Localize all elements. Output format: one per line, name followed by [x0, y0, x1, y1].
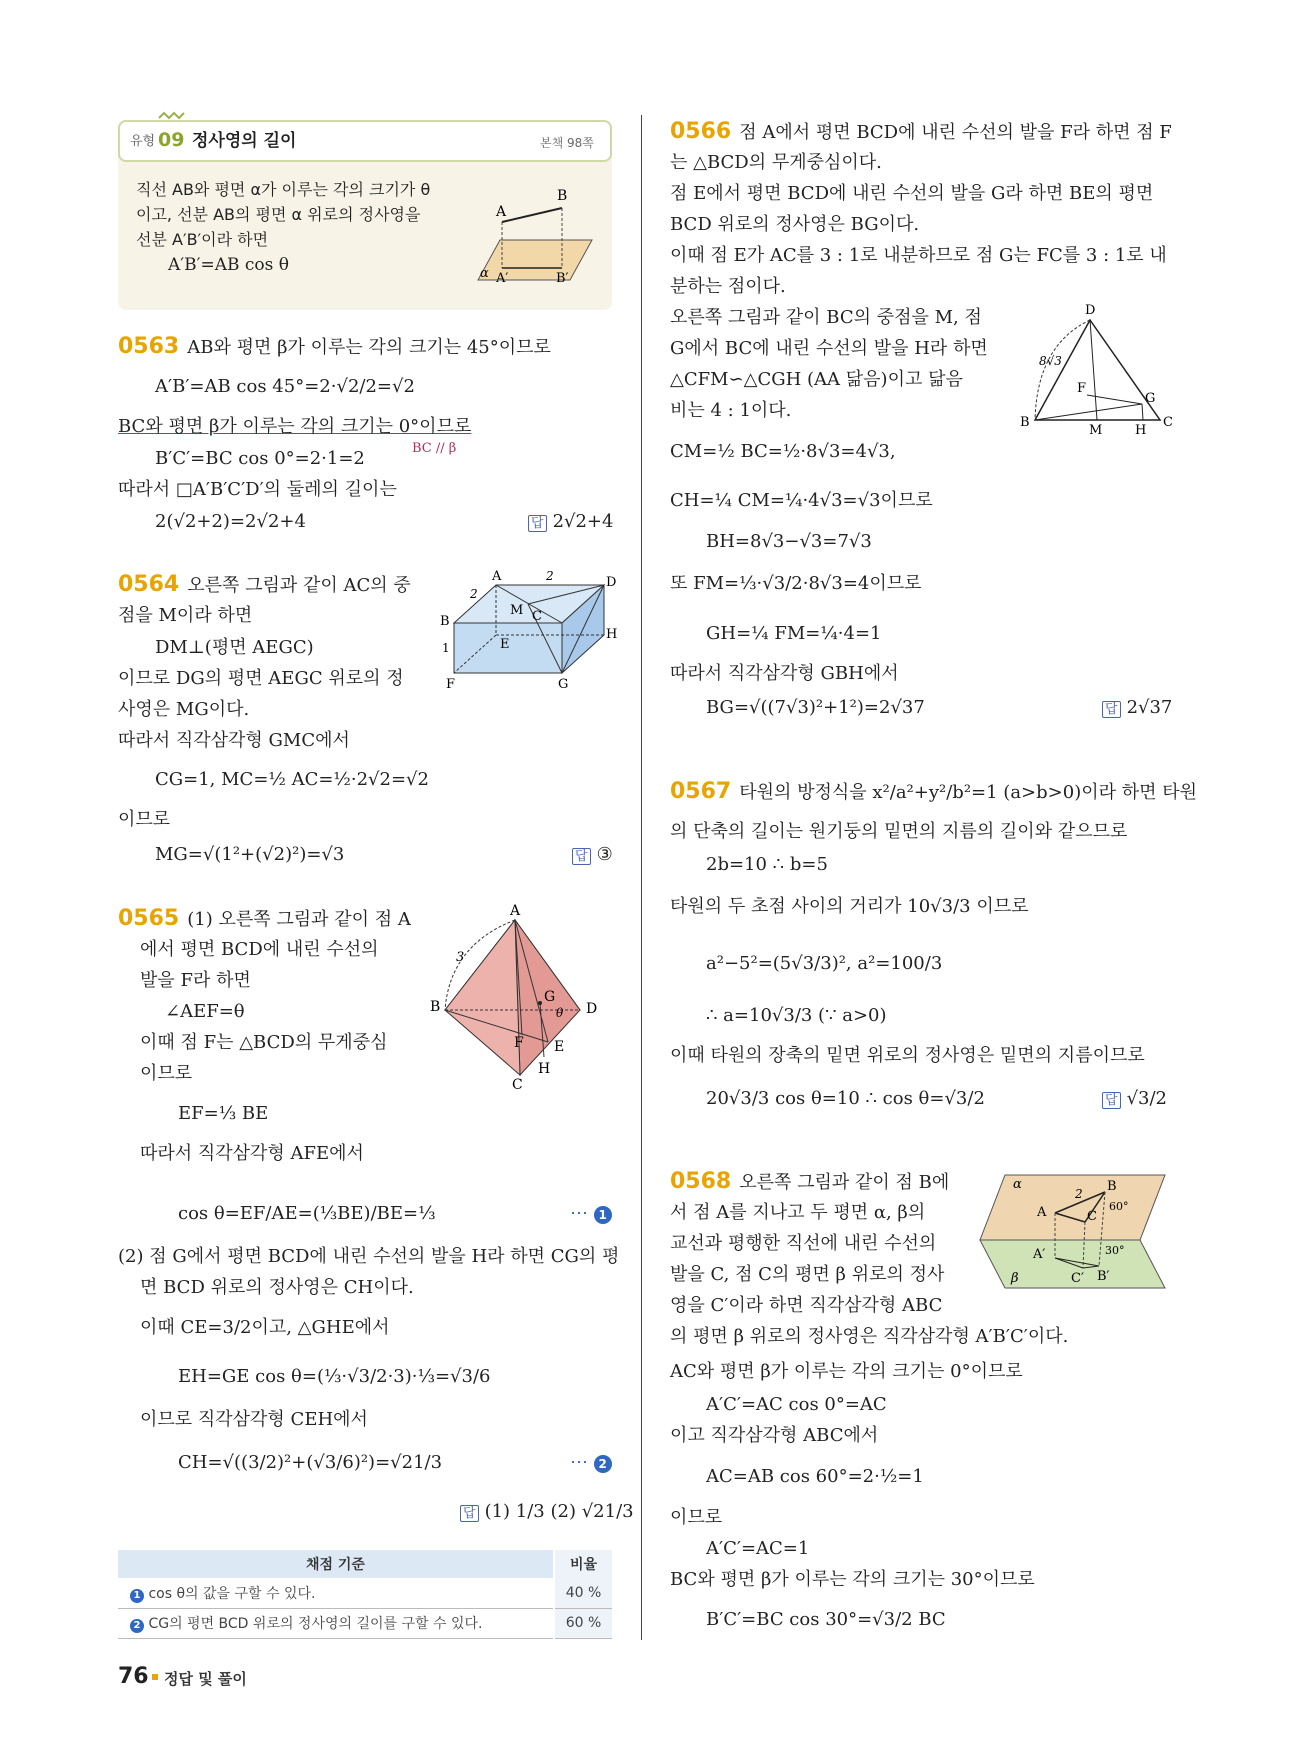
problem-0566-line8: G에서 BC에 내린 수선의 발을 H라 하면 [670, 338, 988, 359]
svg-text:C: C [1163, 415, 1173, 430]
problem-0566-line2: 는 △BCD의 무게중심이다. [670, 152, 882, 173]
problem-0568-line12: A′C′=AC=1 [706, 1538, 810, 1559]
problem-0567-line8: 20√3/3 cos θ=10 ∴ cos θ=√3/2 [706, 1088, 985, 1109]
problem-0565-line11: 면 BCD 위로의 정사영은 CH이다. [140, 1277, 414, 1298]
svg-text:F: F [1077, 381, 1087, 396]
answer-0563: 답 2√2+4 [528, 510, 613, 536]
problem-0568-line6: 의 평면 β 위로의 정사영은 직각삼각형 A′B′C′이다. [670, 1326, 1069, 1347]
problem-0566-line1: 0566 점 A에서 평면 BCD에 내린 수선의 발을 F라 하면 점 F [670, 119, 1172, 144]
mark-1: ⋯ 1 [570, 1202, 612, 1226]
problem-0568-line13: BC와 평면 β가 이루는 각의 크기는 30°이므로 [670, 1569, 1035, 1590]
svg-text:60°: 60° [1109, 1200, 1129, 1213]
type-ref: 본책 98쪽 [540, 136, 594, 150]
type-number: 09 [158, 129, 185, 151]
problem-0567-line1: 0567 타원의 방정식을 x²/a²+y²/b²=1 (a>b>0)이라 하면 타원 [670, 779, 1197, 804]
svg-text:H: H [538, 1061, 551, 1077]
svg-text:C′: C′ [1071, 1271, 1084, 1286]
svg-text:2: 2 [546, 569, 554, 583]
problem-0566-line3: 점 E에서 평면 BCD에 내린 수선의 발을 G라 하면 BE의 평면 [670, 183, 1154, 204]
problem-0566-line9: △CFM∽△CGH (AA 닮음)이고 닮음 [670, 369, 963, 390]
problem-0566-line15: GH=¼ FM=¼·4=1 [706, 623, 882, 644]
table-row: 2 CG의 평면 BCD 위로의 정사영의 길이를 구할 수 있다. 60 % [118, 1608, 612, 1638]
problem-0565-line10: (2) 점 G에서 평면 BCD에 내린 수선의 발을 H라 하면 CG의 평 [118, 1246, 620, 1267]
problem-0564-line4: 이므로 DG의 평면 AEGC 위로의 정 [118, 668, 404, 689]
svg-text:F: F [514, 1035, 524, 1051]
svg-text:D: D [586, 1001, 598, 1017]
svg-text:A: A [492, 569, 502, 584]
problem-0565-line9: cos θ=EF/AE=(⅓BE)/BE=⅓ [178, 1203, 436, 1224]
problem-0568-line2: 서 점 A를 지나고 두 평면 α, β의 [670, 1202, 926, 1223]
problem-0564-line6: 따라서 직각삼각형 GMC에서 [118, 730, 350, 751]
problem-0568-line8: A′C′=AC cos 0°=AC [706, 1394, 887, 1415]
problem-0567-line2: 의 단축의 길이는 원기둥의 밑면의 지름의 길이와 같으므로 [670, 821, 1128, 842]
problem-0566-line6: 분하는 점이다. [670, 276, 786, 297]
score-header-criteria: 채점 기준 [118, 1550, 554, 1578]
svg-text:B: B [430, 999, 441, 1015]
problem-0565-line1: 0565 (1) 오른쪽 그림과 같이 점 A [118, 906, 411, 931]
problem-0565-line6: 이므로 [140, 1063, 193, 1084]
svg-text:A′: A′ [1033, 1247, 1046, 1262]
problem-0568-line3: 교선과 평행한 직선에 내린 수선의 [670, 1233, 937, 1254]
svg-text:G: G [1145, 391, 1156, 406]
problem-0566-line12: CH=¼ CM=¼·4√3=√3이므로 [670, 490, 933, 511]
svg-text:C: C [1087, 1209, 1097, 1224]
svg-text:E: E [554, 1039, 565, 1055]
score-header-ratio: 비율 [554, 1550, 612, 1578]
problem-0563-line5: 따라서 □A′B′C′D′의 둘레의 길이는 [118, 479, 397, 500]
problem-0564-line5: 사영은 MG이다. [118, 699, 250, 720]
svg-text:α: α [1013, 1177, 1022, 1192]
column-divider [641, 115, 642, 1640]
problem-0564-line2: 점을 M이라 하면 [118, 605, 253, 626]
svg-text:F: F [446, 677, 456, 692]
problem-0566-line17: BG=√((7√3)²+1²)=2√37 [706, 697, 925, 718]
svg-text:2: 2 [1075, 1187, 1083, 1201]
problem-0567-line7: 이때 타원의 장축의 밑면 위로의 정사영은 밑면의 지름이므로 [670, 1045, 1145, 1066]
problem-0564-line3: DM⊥(평면 AEGC) [155, 637, 314, 658]
problem-0566-line13: BH=8√3−√3=7√3 [706, 531, 872, 552]
svg-text:E: E [500, 637, 510, 652]
type-title: 정사영의 길이 [192, 131, 297, 151]
answer-0565: 답 (1) 1/3 (2) √21/3 [460, 1500, 634, 1526]
problem-0568-line10: AC=AB cos 60°=2·½=1 [706, 1466, 924, 1487]
page-number: 76 [118, 1664, 149, 1689]
projection-figure [470, 180, 600, 290]
svg-text:H: H [1135, 423, 1147, 438]
problem-0566-line14: 또 FM=⅓·√3/2·8√3=4이므로 [670, 573, 922, 594]
problem-0564-line7: CG=1, MC=½ AC=½·2√2=√2 [155, 769, 429, 790]
type-formula: A′B′=AB cos θ [168, 255, 290, 275]
score-table [118, 1550, 612, 1639]
type-text-3: 선분 A′B′이라 하면 [136, 230, 269, 249]
problem-0563-line4: B′C′=BC cos 0°=2·1=2 [155, 448, 365, 469]
fig-label: α [480, 266, 489, 281]
type-label: 유형 [130, 134, 156, 149]
svg-text:B′: B′ [1097, 1269, 1110, 1284]
svg-text:H: H [606, 627, 618, 642]
problem-0566-line5: 이때 점 E가 AC를 3 : 1로 내분하므로 점 G는 FC를 3 : 1로 내 [670, 245, 1167, 266]
fig-label: B [557, 188, 568, 204]
svg-text:2: 2 [470, 587, 478, 601]
svg-text:M: M [510, 603, 524, 618]
svg-text:C: C [532, 609, 542, 624]
answer-0566: 답 2√37 [1102, 696, 1172, 722]
svg-text:A: A [510, 903, 521, 919]
problem-0566-line4: BCD 위로의 정사영은 BG이다. [670, 214, 920, 235]
problem-0563-line1: 0563 AB와 평면 β가 이루는 각의 크기는 45°이므로 [118, 334, 551, 359]
svg-text:1: 1 [442, 641, 450, 655]
problem-0567-line4: 타원의 두 초점 사이의 거리가 10√3/3 이므로 [670, 896, 1029, 917]
answer-0567: 답 √3/2 [1102, 1087, 1167, 1113]
fig-label: B′ [556, 271, 569, 286]
problem-0565-line8: 따라서 직각삼각형 AFE에서 [140, 1143, 364, 1164]
answer-0564: 답 ③ [572, 843, 613, 869]
wave-icon [158, 110, 188, 122]
problem-0563-note: BC // β [412, 441, 457, 456]
type-text-2: 이고, 선분 AB의 평면 α 위로의 정사영을 [136, 205, 421, 224]
problem-0567-line6: ∴ a=10√3/3 (∵ a>0) [706, 1005, 887, 1026]
planes-figure [975, 1170, 1175, 1295]
svg-text:30°: 30° [1105, 1244, 1125, 1257]
svg-text:M: M [1089, 423, 1103, 438]
problem-0568-line9: 이고 직각삼각형 ABC에서 [670, 1425, 879, 1446]
problem-0565-line12: 이때 CE=3/2이고, △GHE에서 [140, 1317, 390, 1338]
svg-text:B: B [440, 614, 450, 629]
problem-0564-line9: MG=√(1²+(√2)²)=√3 [155, 844, 345, 865]
tetrahedron-figure [430, 903, 615, 1093]
svg-text:G: G [558, 677, 569, 692]
problem-0568-line11: 이므로 [670, 1507, 723, 1528]
svg-text:D: D [1085, 303, 1096, 318]
problem-0568-line1: 0568 오른쪽 그림과 같이 점 B에 [670, 1169, 950, 1194]
problem-0568-line7: AC와 평면 β가 이루는 각의 크기는 0°이므로 [670, 1361, 1023, 1382]
problem-0565-line15: CH=√((3/2)²+(√3/6)²)=√21/3 [178, 1452, 443, 1473]
svg-text:C: C [512, 1077, 523, 1093]
problem-0563-line3: BC와 평면 β가 이루는 각의 크기는 0°이므로 [118, 416, 472, 437]
problem-0565-line14: 이므로 직각삼각형 CEH에서 [140, 1409, 368, 1430]
problem-0567-line3: 2b=10 ∴ b=5 [706, 854, 828, 875]
fig-label: A [496, 204, 507, 220]
problem-0565-line5: 이때 점 F는 △BCD의 무게중심 [140, 1032, 388, 1053]
svg-text:3: 3 [456, 950, 465, 965]
mark-icon: 1 [130, 1589, 144, 1603]
problem-0564-line8: 이므로 [118, 809, 171, 830]
problem-0565-line7: EF=⅓ BE [178, 1103, 269, 1124]
svg-text:θ: θ [556, 1006, 564, 1020]
problem-0564-line1: 0564 오른쪽 그림과 같이 AC의 중 [118, 572, 411, 597]
problem-0565-line13: EH=GE cos θ=(⅓·√3/2·3)·⅓=√3/6 [178, 1366, 491, 1387]
prism-figure [436, 570, 616, 695]
problem-0565-line4: ∠AEF=θ [165, 1001, 245, 1022]
footer-bullet [152, 1674, 158, 1680]
svg-text:B: B [1107, 1179, 1117, 1194]
svg-text:β: β [1011, 1271, 1019, 1286]
table-row: 1 cos θ의 값을 구할 수 있다. 40 % [118, 1578, 612, 1608]
problem-0566-line10: 비는 4 : 1이다. [670, 400, 792, 421]
problem-0563-line2: A′B′=AB cos 45°=2·√2/2=√2 [155, 376, 415, 397]
problem-0567-line5: a²−5²=(5√3/3)², a²=100/3 [706, 953, 943, 974]
mark-icon: 2 [130, 1619, 144, 1633]
footer-title: 정답 및 풀이 [164, 1670, 247, 1688]
problem-0566-line11: CM=½ BC=½·8√3=4√3, [670, 441, 896, 462]
svg-text:B: B [1020, 415, 1030, 430]
problem-0563-line6: 2(√2+2)=2√2+4 [155, 511, 306, 532]
problem-0568-line14: B′C′=BC cos 30°=√3/2 BC [706, 1609, 946, 1630]
problem-0566-line7: 오른쪽 그림과 같이 BC의 중점을 M, 점 [670, 307, 982, 328]
triangle-figure [1015, 300, 1175, 440]
problem-0565-line2: 에서 평면 BCD에 내린 수선의 [140, 939, 379, 960]
mark-2: ⋯ 2 [570, 1451, 612, 1475]
fig-label: A′ [496, 271, 509, 286]
problem-0566-line16: 따라서 직각삼각형 GBH에서 [670, 663, 899, 684]
svg-text:8√3: 8√3 [1039, 354, 1062, 368]
problem-0565-line3: 발을 F라 하면 [140, 970, 251, 991]
problem-0568-line4: 발을 C, 점 C의 평면 β 위로의 정사 [670, 1264, 945, 1285]
type-text-1: 직선 AB와 평면 α가 이루는 각의 크기가 θ [136, 180, 431, 199]
problem-0568-line5: 영을 C′이라 하면 직각삼각형 ABC [670, 1295, 943, 1316]
svg-text:D: D [606, 575, 617, 590]
svg-text:G: G [544, 989, 556, 1005]
svg-text:A: A [1037, 1205, 1047, 1220]
